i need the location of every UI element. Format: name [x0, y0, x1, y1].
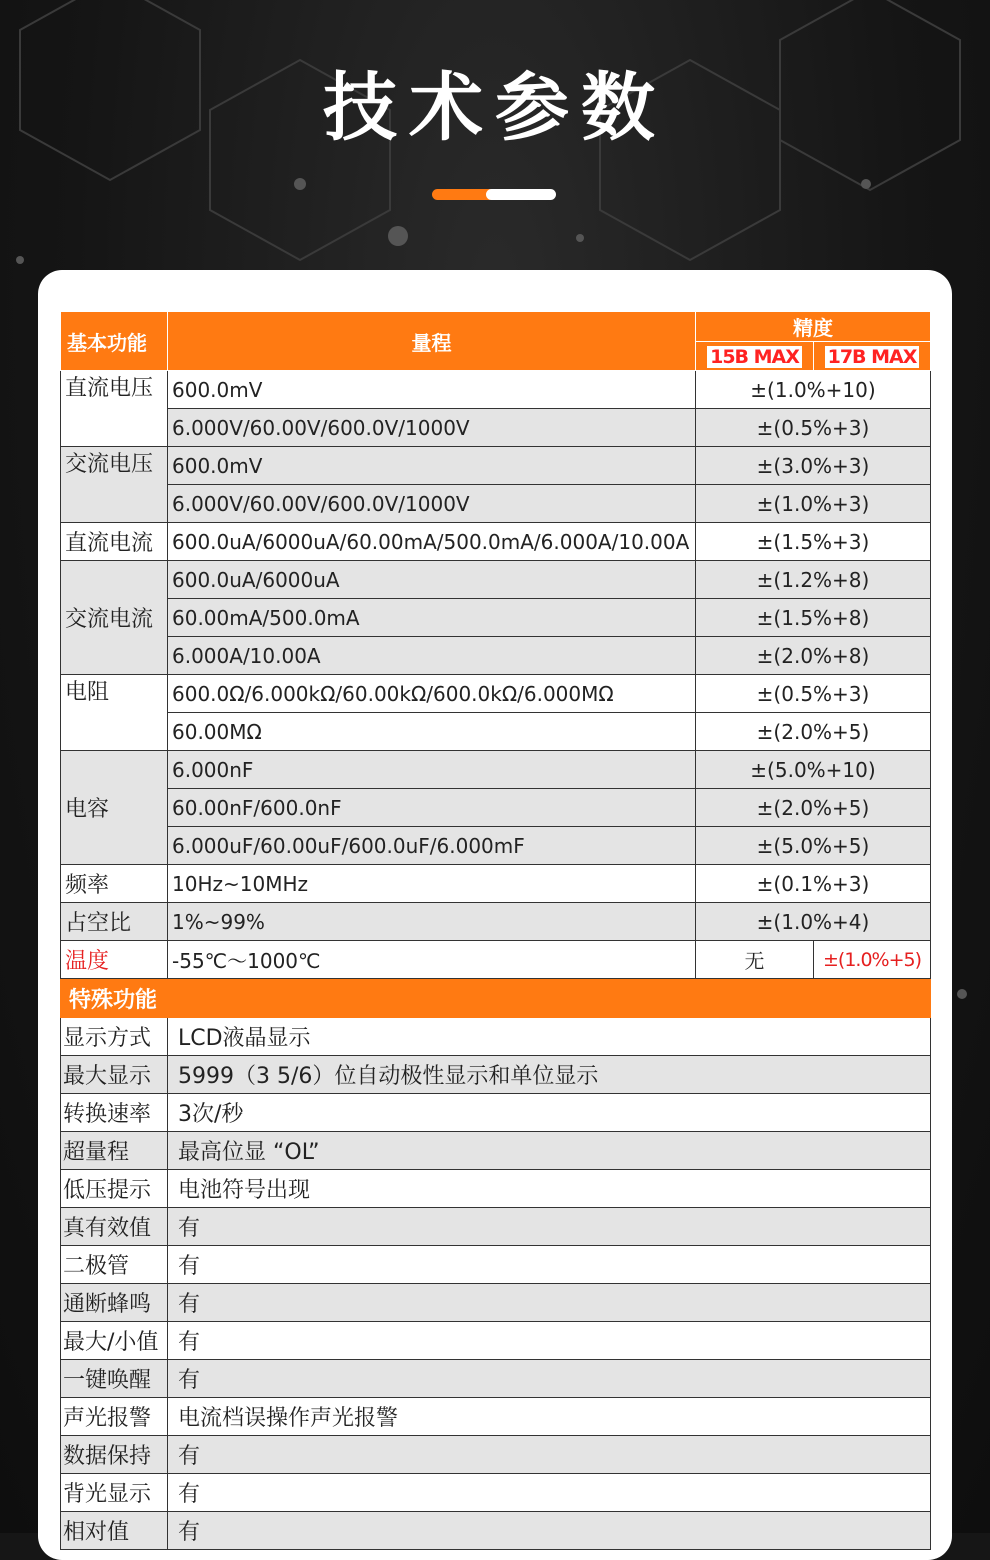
- range-cell: 6.000V/60.00V/600.0V/1000V: [168, 409, 696, 447]
- special-value: 有: [168, 1360, 931, 1398]
- range-cell: 10Hz~10MHz: [168, 865, 696, 903]
- list-item: [61, 1132, 931, 1170]
- special-value: 有: [168, 1208, 931, 1246]
- range-cell: 60.00MΩ: [168, 713, 696, 751]
- accuracy-cell: ±(2.0%+5): [696, 713, 931, 751]
- special-value: 有: [168, 1512, 931, 1550]
- accuracy-cell: ±(1.5%+8): [696, 599, 931, 637]
- special-functions-title: 特殊功能: [61, 979, 931, 1018]
- table-row: [61, 941, 931, 979]
- range-cell: 600.0Ω/6.000kΩ/60.00kΩ/600.0kΩ/6.000MΩ: [168, 675, 696, 713]
- table-row: [61, 485, 931, 523]
- list-item: [61, 1436, 931, 1474]
- func-cell: 电容: [61, 751, 168, 865]
- table-row: [61, 371, 931, 409]
- func-cell: 电阻: [61, 675, 168, 751]
- header-accuracy: 精度: [696, 312, 931, 342]
- special-key: 最大/小值: [61, 1322, 168, 1360]
- table-row: [61, 637, 931, 675]
- range-cell: 600.0uA/6000uA: [168, 561, 696, 599]
- special-key: 超量程: [61, 1132, 168, 1170]
- list-item: [61, 1360, 931, 1398]
- accuracy-cell: ±(1.0%+3): [696, 485, 931, 523]
- list-item: [61, 1094, 931, 1132]
- special-key: 相对值: [61, 1512, 168, 1550]
- list-item: [61, 1284, 931, 1322]
- func-cell: 频率: [61, 865, 168, 903]
- page-title: 技术参数: [323, 65, 667, 151]
- list-item: [61, 1170, 931, 1208]
- special-key: 背光显示: [61, 1474, 168, 1512]
- func-cell: 交流电压: [61, 447, 168, 523]
- table-header: [61, 312, 931, 342]
- func-cell-temperature: 温度: [61, 941, 168, 979]
- header-model-15b: 15B MAX: [696, 342, 814, 371]
- header-model-17b: 17B MAX: [814, 342, 931, 371]
- table-row: [61, 675, 931, 713]
- table-row: [61, 523, 931, 561]
- special-functions-header: [61, 979, 931, 1018]
- special-key: 一键唤醒: [61, 1360, 168, 1398]
- table-row: [61, 865, 931, 903]
- func-cell: 直流电流: [61, 523, 168, 561]
- range-cell: 6.000uF/60.00uF/600.0uF/6.000mF: [168, 827, 696, 865]
- accuracy-cell: ±(1.0%+10): [696, 371, 931, 409]
- range-cell: -55℃～1000℃: [168, 941, 696, 979]
- header-basic-function: 基本功能: [61, 312, 168, 371]
- accuracy-cell: ±(5.0%+5): [696, 827, 931, 865]
- range-cell: 6.000A/10.00A: [168, 637, 696, 675]
- accuracy-cell: ±(0.1%+3): [696, 865, 931, 903]
- special-value: 有: [168, 1436, 931, 1474]
- range-cell: 60.00nF/600.0nF: [168, 789, 696, 827]
- range-cell: 600.0mV: [168, 371, 696, 409]
- accuracy-cell: ±(1.5%+3): [696, 523, 931, 561]
- list-item: [61, 1322, 931, 1360]
- special-key: 转换速率: [61, 1094, 168, 1132]
- special-key: 显示方式: [61, 1018, 168, 1056]
- special-value: 有: [168, 1322, 931, 1360]
- special-key: 通断蜂鸣: [61, 1284, 168, 1322]
- range-cell: 6.000nF: [168, 751, 696, 789]
- table-row: [61, 447, 931, 485]
- table-row: [61, 599, 931, 637]
- func-cell: 直流电压: [61, 371, 168, 447]
- table-row: [61, 713, 931, 751]
- special-value: 3次/秒: [168, 1094, 931, 1132]
- range-cell: 60.00mA/500.0mA: [168, 599, 696, 637]
- special-value: 有: [168, 1246, 931, 1284]
- spec-table: [60, 311, 931, 1550]
- accuracy-cell-15b: 无: [696, 941, 814, 979]
- accuracy-cell: ±(1.0%+4): [696, 903, 931, 941]
- accuracy-cell: ±(2.0%+5): [696, 789, 931, 827]
- special-value: LCD液晶显示: [168, 1018, 931, 1056]
- accuracy-cell: ±(2.0%+8): [696, 637, 931, 675]
- special-value: 电流档误操作声光报警: [168, 1398, 931, 1436]
- table-row: [61, 789, 931, 827]
- header-range: 量程: [168, 312, 696, 371]
- table-row: [61, 903, 931, 941]
- list-item: [61, 1246, 931, 1284]
- special-value: 电池符号出现: [168, 1170, 931, 1208]
- table-row: [61, 751, 931, 789]
- special-key: 数据保持: [61, 1436, 168, 1474]
- func-cell: 交流电流: [61, 561, 168, 675]
- special-key: 真有效值: [61, 1208, 168, 1246]
- special-key: 最大显示: [61, 1056, 168, 1094]
- range-cell: 600.0mV: [168, 447, 696, 485]
- special-value: 最高位显 “OL”: [168, 1132, 931, 1170]
- list-item: [61, 1208, 931, 1246]
- table-row: [61, 561, 931, 599]
- accuracy-cell: ±(0.5%+3): [696, 675, 931, 713]
- range-cell: 1%~99%: [168, 903, 696, 941]
- range-cell: 6.000V/60.00V/600.0V/1000V: [168, 485, 696, 523]
- special-value: 有: [168, 1284, 931, 1322]
- accuracy-cell: ±(3.0%+3): [696, 447, 931, 485]
- special-key: 声光报警: [61, 1398, 168, 1436]
- special-value: 5999（3 5/6）位自动极性显示和单位显示: [168, 1056, 931, 1094]
- func-cell: 占空比: [61, 903, 168, 941]
- list-item: [61, 1398, 931, 1436]
- special-key: 二极管: [61, 1246, 168, 1284]
- table-row: [61, 827, 931, 865]
- accuracy-cell-17b: ±(1.0%+5): [814, 941, 931, 979]
- special-key: 低压提示: [61, 1170, 168, 1208]
- list-item: [61, 1056, 931, 1094]
- accuracy-cell: ±(1.2%+8): [696, 561, 931, 599]
- list-item: [61, 1474, 931, 1512]
- list-item: [61, 1512, 931, 1550]
- table-row: [61, 409, 931, 447]
- list-item: [61, 1018, 931, 1056]
- special-value: 有: [168, 1474, 931, 1512]
- accuracy-cell: ±(5.0%+10): [696, 751, 931, 789]
- title-underline-white: [486, 189, 556, 200]
- accuracy-cell: ±(0.5%+3): [696, 409, 931, 447]
- range-cell: 600.0uA/6000uA/60.00mA/500.0mA/6.000A/10.00A: [168, 523, 696, 561]
